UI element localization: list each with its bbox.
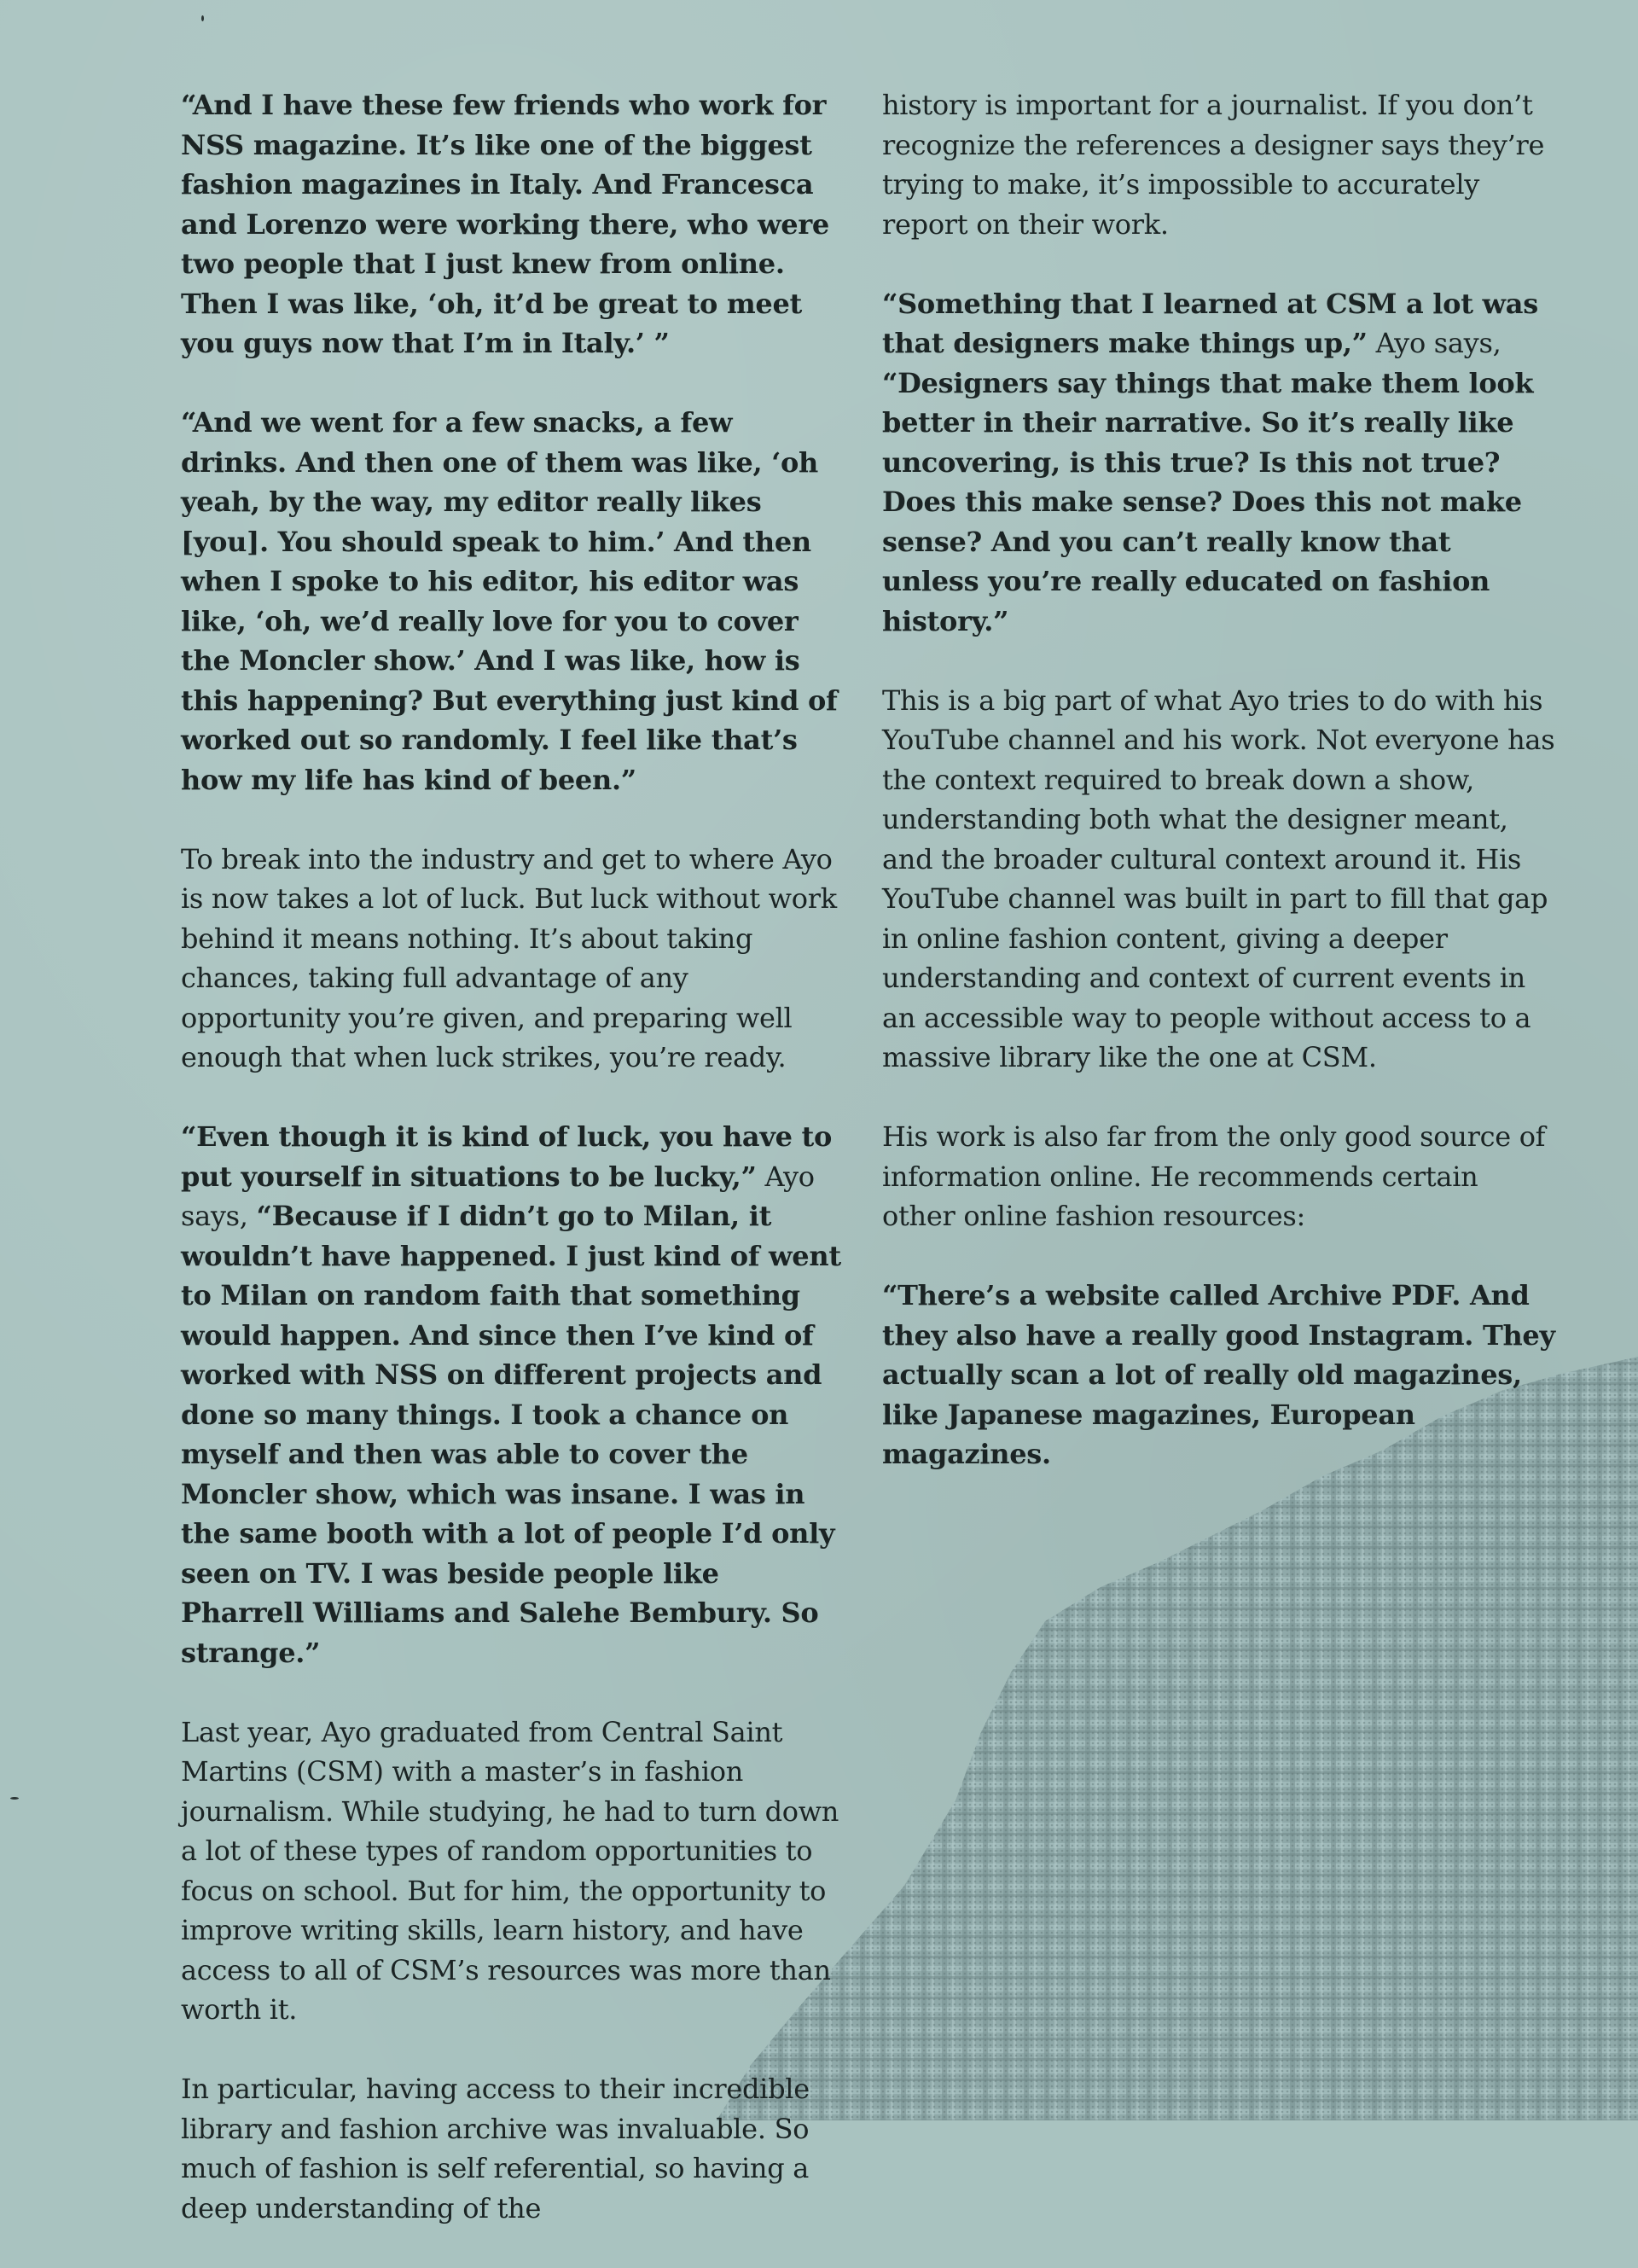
- paragraph: [181, 1117, 846, 1672]
- paragraph: This is a big part of what Ayo tries to do with his YouTube channel and his work. Not everyone has the context required to break down a show, understanding both what the designer meant, and the broader cultural context around it. His YouTube channel was built in part to fill that gap in online fashion content, giving a deeper understanding and context of current events in an accessible way to people without access to a massive library like the one at CSM.: [882, 683, 1555, 1073]
- paragraph: His work is also far from the only good source of information online. He recommends certain other online fashion resources:: [882, 1120, 1546, 1232]
- quote-text: “Because if I didn’t go to Milan, it wouldn’t have happened. I just kind of went to Milan on random faith that something would happen. And since then I’ve kind of worked with NSS on different projects and done so many things. I took a chance on myself and then was able to cover the Moncler show, which was insane. I was in the same booth with a lot of people I’d only seen on TV. I was beside people like Pharrell Williams and Salehe Bembury. So strange.”: [181, 1200, 841, 1669]
- paper-speck: [10, 1797, 19, 1800]
- paragraph: To break into the industry and get to where Ayo is now takes a lot of luck. But luck without work behind it means nothing. It’s about taking chances, taking full advantage of any opportunity you’re given, and preparing well enough that when luck strikes, you’re ready.: [181, 842, 837, 1073]
- paragraph: “And we went for a few snacks, a few drinks. And then one of them was like, ‘oh yeah, by the way, my editor really likes [you]. You should speak to him.’ And then when I spoke to his editor, his editor was like, ‘oh, we’d really love for you to cover the Moncler show.’ And I was like, how is this happening? But everything just kind of worked out so randomly. I feel like that’s how my life has kind of been.”: [181, 406, 838, 796]
- left-column: [181, 85, 846, 2268]
- paragraph: In particular, having access to their incredible library and fashion archive was invaluable. So much of fashion is self referential, so having a deep understanding of the: [181, 2073, 810, 2224]
- paragraph: [882, 284, 1556, 642]
- paragraph: “There’s a website called Archive PDF. And they also have a really good Instagram. They actually scan a lot of really old magazines, like Japanese magazines, European magazines.: [882, 1279, 1555, 1470]
- paragraph: history is important for a journalist. If you don’t recognize the references a designer says they’re trying to make, it’s impossible to accurately report on their work.: [882, 89, 1545, 241]
- right-column: [882, 85, 1556, 1514]
- quote-text: “Something that I learned at CSM a lot was that designers make things up,”: [882, 287, 1538, 359]
- quote-text: “Designers say things that make them look better in their narrative. So it’s really like uncovering, is this true? Is this not true? Does this make sense? Does this not make sense? And you can’t really know that unless you’re really educated on fashion history.”: [882, 366, 1534, 637]
- quote-text: “Even though it is kind of luck, you have to put yourself in situations to be lucky,”: [181, 1120, 833, 1193]
- paper-speck: [201, 15, 204, 21]
- paragraph: Last year, Ayo graduated from Central Saint Martins (CSM) with a master’s in fashion journalism. While studying, he had to turn down a lot of these types of random opportunities to focus on school. But for him, the opportunity to improve writing skills, learn history, and have access to all of CSM’s resources was more than worth it.: [181, 1715, 839, 2026]
- attribution-text: Ayo says,: [181, 1160, 815, 1232]
- paragraph: “And I have these few friends who work for NSS magazine. It’s like one of the biggest fashion magazines in Italy. And Francesca and Lorenzo were working there, who were two people that I just knew from online. Then I was like, ‘oh, it’d be great to meet you guys now that I’m in Italy.’ ”: [181, 89, 829, 359]
- attribution-text: Ayo says,: [1367, 327, 1502, 359]
